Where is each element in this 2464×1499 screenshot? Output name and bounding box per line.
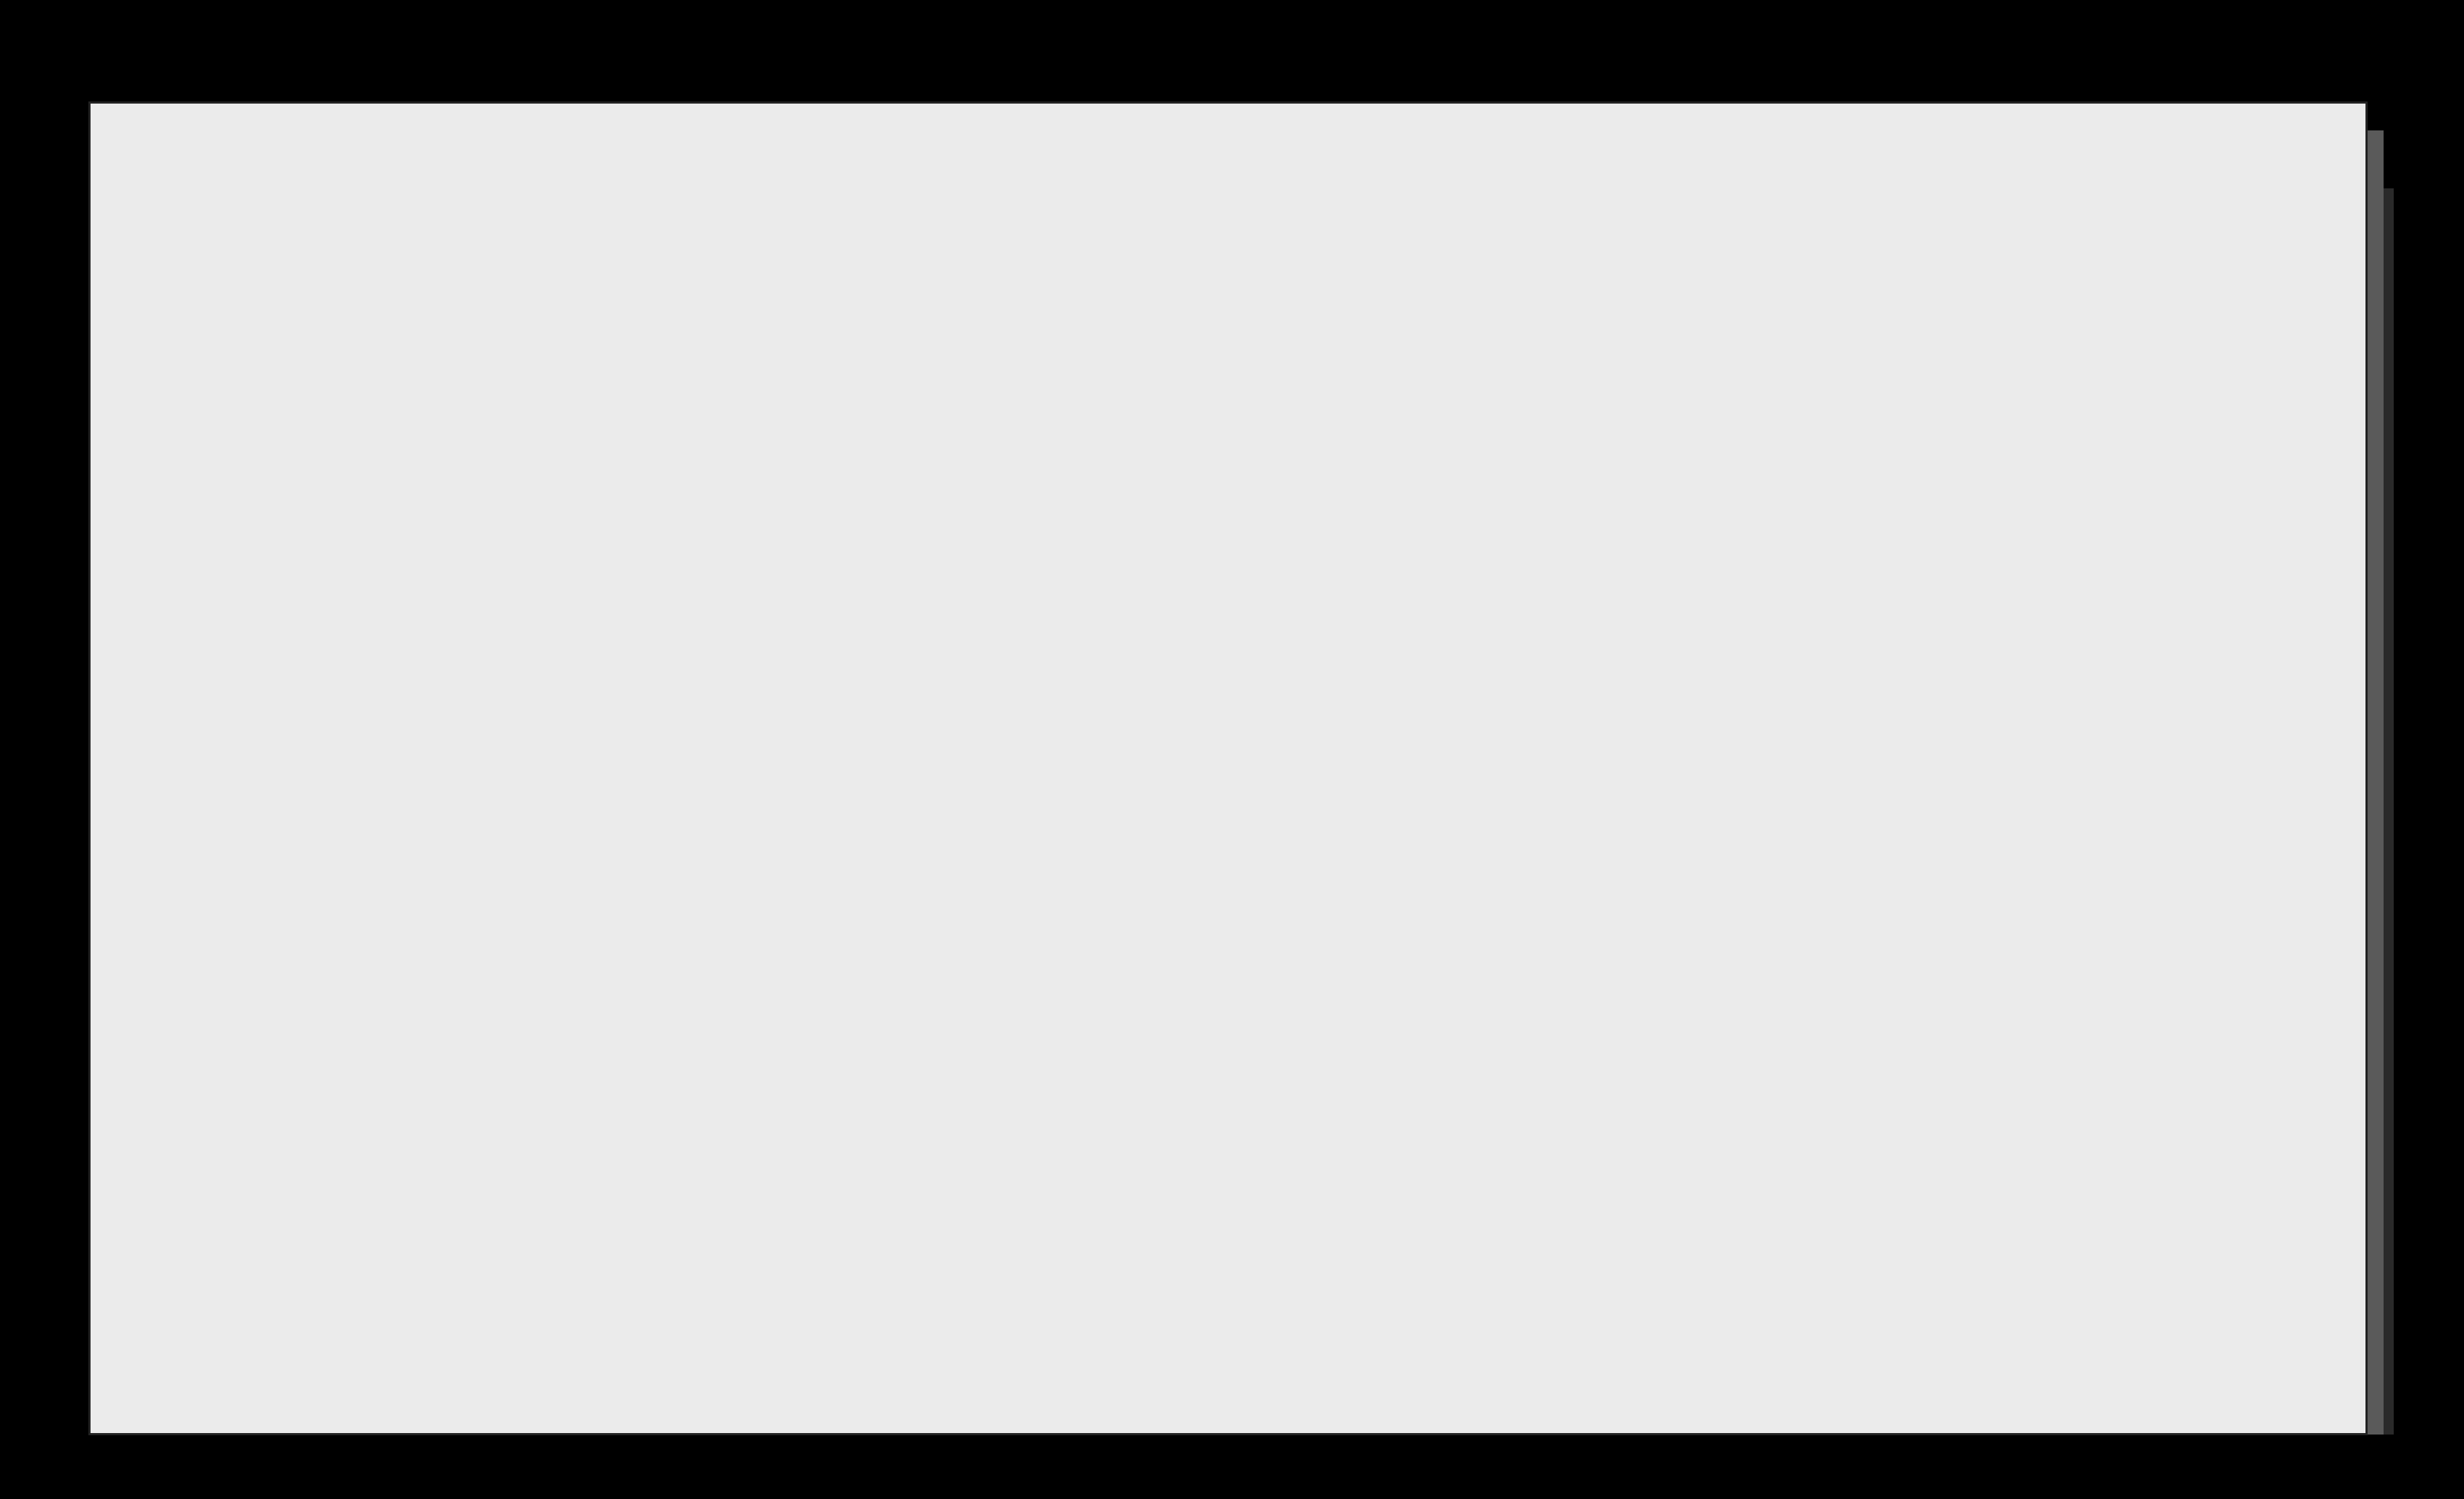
page-edge-dark — [2384, 188, 2394, 1435]
census-card-sheet — [88, 101, 2368, 1435]
